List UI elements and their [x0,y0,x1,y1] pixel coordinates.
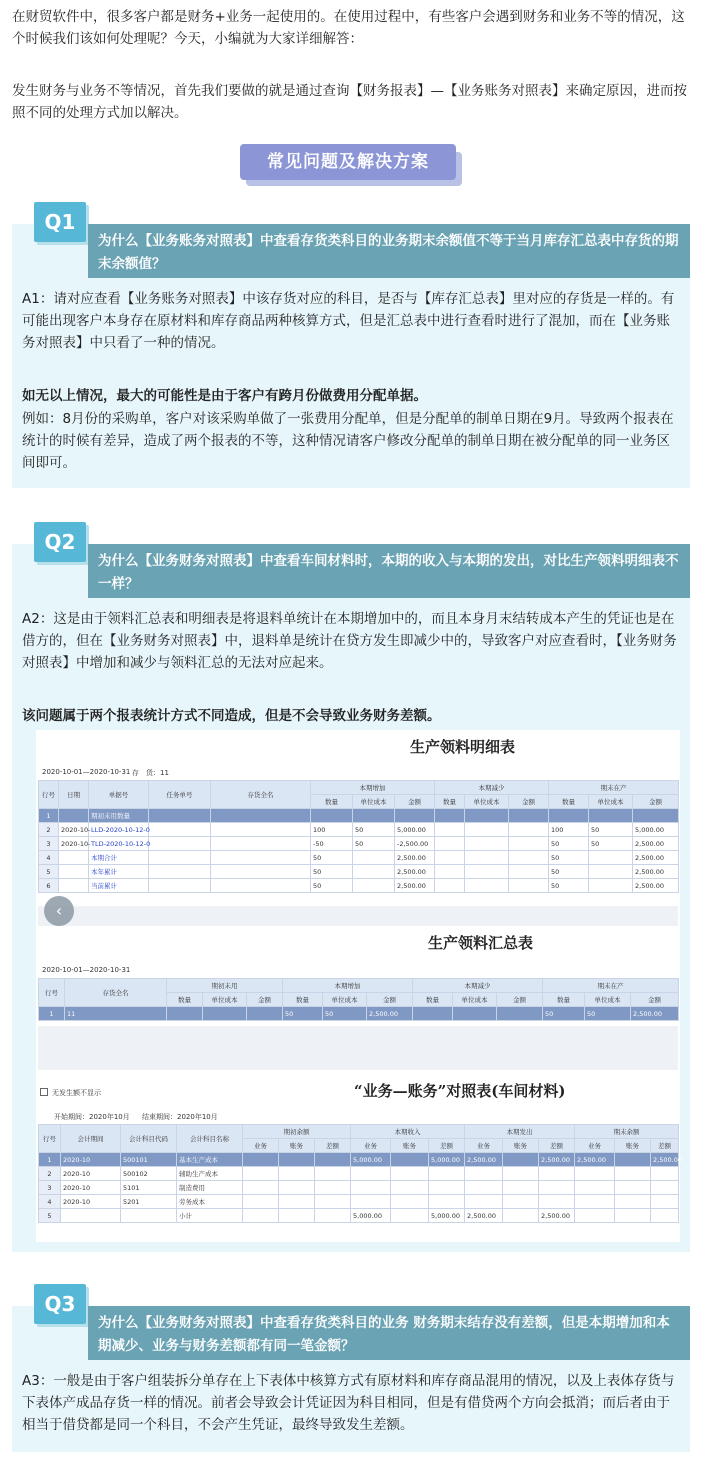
report3-head-business: 业务 [575,1139,615,1153]
report2-head-unit-cost: 单位成本 [203,993,247,1007]
report1-cell: 2,500.00 [395,851,435,865]
report2-head-amount: 金额 [497,993,543,1007]
report2-cell: 1 [39,1007,65,1021]
report1-cell: 2,500.00 [633,851,679,865]
report1-cell [435,837,465,851]
report2-head-row-no: 行号 [39,979,65,1007]
report3-head-diff: 差额 [651,1139,679,1153]
report1-cell [465,865,509,879]
report3-cell [61,1209,121,1223]
report3-cell [503,1195,539,1209]
report3-head-account-code: 会计科目代码 [121,1125,177,1153]
report3-cell [391,1167,429,1181]
report3-cell: 2020-10 [61,1167,121,1181]
report1-cell: 期初未用数量 [89,809,149,823]
report3-cell [279,1209,315,1223]
report1-stock-label: 存 货：11 [132,769,169,777]
report3-cell: 2,500.00 [651,1153,679,1167]
report3-head-account-name: 会计科目名称 [177,1125,243,1153]
report3-cell [539,1167,575,1181]
report3-head-ending: 期末余额 [575,1125,679,1139]
report3-title: “业务—账务”对照表(车间材料) [354,1082,566,1100]
q2-badge: Q2 [34,522,86,562]
report3-cell [315,1209,351,1223]
report1-row[interactable] [39,809,679,823]
report3-cell [429,1181,465,1195]
report3-cell: 2,500.00 [465,1209,503,1223]
report1-cell: 2,500.00 [633,879,679,893]
report1-row[interactable] [39,837,679,851]
report1-cell: 本期合计 [89,851,149,865]
report3-cell [121,1209,177,1223]
report1-cell [633,809,679,823]
report3-row[interactable] [39,1195,679,1209]
report1-head-amount: 金额 [509,795,549,809]
q1-answer-bold: 如无以上情况，最大的可能性是由于客户有跨月份做费用分配单据。 [22,388,427,404]
report3-cell: 2 [39,1167,61,1181]
report1-cell: -50 [311,837,353,851]
report-screenshot [36,730,680,1242]
report2-cell: 11 [65,1007,167,1021]
report3-head-finance: 账务 [503,1139,539,1153]
report2-head-opening: 期初未用 [167,979,283,993]
report1-head-increase: 本期增加 [311,781,435,795]
report3-end-label: 结束期间：2020年10月 [142,1113,218,1121]
report3-cell: 制造费用 [177,1181,243,1195]
report3-cell: 2,500.00 [539,1209,575,1223]
report1-cell: LLD-2020-10-12-0 [89,823,149,837]
report1-cell: 50 [549,865,589,879]
report3-head-diff: 差额 [539,1139,575,1153]
hide-no-amount-label: 无发生额不显示 [52,1089,101,1097]
report3-cell: 500101 [121,1153,177,1167]
report1-cell [353,865,395,879]
q3-badge: Q3 [34,1284,86,1324]
report3-cell: 5,000.00 [351,1153,391,1167]
report1-cell: 50 [549,879,589,893]
report1-cell: 2,500.00 [395,879,435,893]
report2-head-amount: 金额 [247,993,283,1007]
report1-cell [149,865,211,879]
q3-answer: A3：一般是由于客户组装拆分单存在上下表体中核算方式有原材料和库存商品混用的情况，以及上表体存货与下表体产成品存货一样的情况。前者会导致会计凭证因为科目相同，但是有借贷两个方向会抵消；而后者由于相当于借贷都是同一个科目，不会产生凭证，最终导致发生差额。 [22,1373,675,1433]
report3-head-diff: 差额 [315,1139,351,1153]
report2-head-qty: 数量 [413,993,453,1007]
report1-cell [549,809,589,823]
report3-cell [465,1181,503,1195]
report1-cell [465,879,509,893]
report2-date-range: 2020-10-01—2020-10-31 [42,966,131,974]
report3-cell: 辅助生产成本 [177,1167,243,1181]
report1-cell: 50 [353,823,395,837]
report1-cell [435,865,465,879]
q2-answer: A2：这是由于领料汇总表和明细表是将退料单统计在本期增加中的，而且本身月末结转成本产生的凭证也是在借方的，但在【业务财务对照表】中，退料单是统计在贷方发生即减少中的，导致客户对应查看时，【业务财务对照表】中增加和减少与领料汇总的无法对应起来。 [22,611,677,671]
report3-cell [615,1209,651,1223]
report1-cell [435,809,465,823]
report3-cell [391,1209,429,1223]
report2-cell: 50 [543,1007,585,1021]
report1-title: 生产领料明细表 [410,738,516,756]
intro-paragraph-2: 发生财务与业务不等情况，首先我们要做的就是通过查询【财务报表】—【业务账务对照表】来确定原因，进而按照不同的处理方式加以解决。 [12,83,687,121]
report3-cell: 4 [39,1195,61,1209]
report1-head-unit-cost: 单位成本 [589,795,633,809]
report3-cell [503,1167,539,1181]
report1-cell [589,865,633,879]
report2-head-qty: 数量 [283,993,323,1007]
report1-cell [211,851,311,865]
report3-cell [503,1153,539,1167]
report3-head-opening: 期初余额 [243,1125,351,1139]
report1-cell: 50 [311,865,353,879]
report3-cell: 5 [39,1209,61,1223]
report3-cell [243,1195,279,1209]
report1-cell [589,851,633,865]
q1-answer-example: 例如：8月份的采购单，客户对该采购单做了一张费用分配单，但是分配单的制单日期在9月。导致两个报表在统计的时候有差异，造成了两个报表的不等，这种情况请客户修改分配单的制单日期在被分配单的同一业务区间即可。 [22,411,674,471]
report3-head-business: 业务 [351,1139,391,1153]
report1-cell [509,879,549,893]
report3-cell [315,1181,351,1195]
report1-cell [59,809,89,823]
report1-cell [211,865,311,879]
report2-title: 生产领料汇总表 [428,934,534,952]
report3-head-finance: 账务 [615,1139,651,1153]
report3-cell: 2,500.00 [575,1153,615,1167]
report2-cell [413,1007,453,1021]
report1-cell: 5,000.00 [633,823,679,837]
report1-head-amount: 金额 [633,795,679,809]
report2-head-qty: 数量 [167,993,203,1007]
report1-cell [509,865,549,879]
report1-cell: 2020-10- [59,823,89,837]
report1-cell [149,823,211,837]
report1-cell [311,809,353,823]
report1-head-unit-cost: 单位成本 [465,795,509,809]
report1-cell: 6 [39,879,59,893]
report1-cell: 3 [39,837,59,851]
report3-cell [503,1209,539,1223]
report3-cell [243,1209,279,1223]
report3-cell [351,1181,391,1195]
report3-cell [615,1167,651,1181]
report1-cell [149,879,211,893]
report1-cell: 50 [311,879,353,893]
report1-cell: 当前累计 [89,879,149,893]
report2-head-item-name: 存货全名 [65,979,167,1007]
report1-cell [211,837,311,851]
report2-cell: 2,500.00 [631,1007,679,1021]
report1-cell [435,879,465,893]
report1-head-decrease: 本期减少 [435,781,549,795]
report1-cell [149,851,211,865]
report1-cell [59,865,89,879]
report3-cell [429,1167,465,1181]
report1-cell: 100 [549,823,589,837]
report3-head-diff: 差额 [429,1139,465,1153]
report3-cell: 3 [39,1181,61,1195]
report1-cell [211,879,311,893]
report1-cell [509,823,549,837]
report3-cell [615,1153,651,1167]
report2-head-increase: 本期增加 [283,979,413,993]
report1-cell: 2 [39,823,59,837]
report3-row[interactable] [39,1153,679,1167]
report1-cell: 5 [39,865,59,879]
q3-question: 为什么【业务财务对照表】中查看存货类科目的业务 财务期末结存没有差额，但是本期增加和本期减少、业务与财务差额都有同一笔金额？ [88,1306,690,1360]
report1-head-amount: 金额 [395,795,435,809]
report1-cell: 50 [549,851,589,865]
report1-cell [465,837,509,851]
report1-cell [353,851,395,865]
report2-head-unit-cost: 单位成本 [585,993,631,1007]
report3-cell: 500102 [121,1167,177,1181]
report1-head-item-name: 存货全名 [211,781,311,809]
report2-cell: 2,500.00 [367,1007,413,1021]
report2-cell [453,1007,497,1021]
report1-row[interactable] [39,865,679,879]
report3-cell [315,1195,351,1209]
report3-head-period: 会计期间 [61,1125,121,1153]
report3-cell [651,1167,679,1181]
report3-cell [315,1153,351,1167]
q2-question: 为什么【业务财务对照表】中查看车间材料时，本期的收入与本期的发出，对比生产领料明细表不一样？ [88,544,690,598]
report1-cell: 4 [39,851,59,865]
report1-cell: 2,500.00 [633,837,679,851]
report3-cell: 2020-10 [61,1181,121,1195]
report2-head-amount: 金额 [631,993,679,1007]
report1-cell: 50 [589,837,633,851]
report1-cell: 2020-10- [59,837,89,851]
report1-cell [353,879,395,893]
report1-cell: 5,000.00 [395,823,435,837]
report2-row[interactable] [39,1007,679,1021]
report3-cell [503,1181,539,1195]
report3-cell: 5,000.00 [351,1209,391,1223]
report3-cell: 1 [39,1153,61,1167]
report3-row[interactable] [39,1209,679,1223]
report3-head-business: 业务 [465,1139,503,1153]
report1-cell [465,809,509,823]
report1-cell [149,809,211,823]
report2-cell: 50 [283,1007,323,1021]
report3-cell: 2,500.00 [539,1153,575,1167]
report3-cell [351,1195,391,1209]
report2-table [38,978,679,1021]
report2-empty-area [38,1026,678,1070]
report1-cell: 本年累计 [89,865,149,879]
report3-head-row-no: 行号 [39,1125,61,1153]
report1-head-unit-cost: 单位成本 [353,795,395,809]
report1-cell: 50 [589,823,633,837]
report1-head-qty: 数量 [435,795,465,809]
report1-cell [509,837,549,851]
report3-cell [243,1153,279,1167]
report3-cell [243,1167,279,1181]
report3-header-top [39,1125,679,1139]
report3-cell [651,1181,679,1195]
report3-cell [465,1167,503,1181]
report3-cell: 小计 [177,1209,243,1223]
report2-head-qty: 数量 [543,993,585,1007]
report3-cell: 5101 [121,1181,177,1195]
report3-cell: 5201 [121,1195,177,1209]
report2-cell [247,1007,283,1021]
report3-cell [279,1181,315,1195]
report2-cell [203,1007,247,1021]
report3-cell [391,1195,429,1209]
report1-head-qty: 数量 [311,795,353,809]
report3-cell: 2020-10 [61,1195,121,1209]
report1-cell [149,837,211,851]
q2-answer-bold: 该问题属于两个报表统计方式不同造成，但是不会导致业务财务差额。 [22,708,441,724]
report2-head-unit-cost: 单位成本 [323,993,367,1007]
report3-cell [575,1209,615,1223]
report1-head-doc-no: 单据号 [89,781,149,809]
report2-cell: 50 [323,1007,367,1021]
report1-cell: -2,500.00 [395,837,435,851]
report2-header-top [39,979,679,993]
report1-cell [435,851,465,865]
report3-head-issue: 本期发出 [465,1125,575,1139]
report1-cell [211,809,311,823]
report3-cell [575,1181,615,1195]
report1-cell: 50 [549,837,589,851]
report1-cell [589,879,633,893]
report1-cell: 2,500.00 [633,865,679,879]
report2-head-ending: 期末在产 [543,979,679,993]
report1-head-task-no: 任务单号 [149,781,211,809]
report3-cell [651,1195,679,1209]
report3-cell [575,1167,615,1181]
report3-cell [575,1195,615,1209]
report2-cell: 50 [585,1007,631,1021]
report3-cell [615,1181,651,1195]
report1-cell [465,851,509,865]
q1-badge: Q1 [34,202,86,242]
report1-cell [59,879,89,893]
report1-cell [465,823,509,837]
report3-cell: 2020-10 [61,1153,121,1167]
report1-cell [353,809,395,823]
report3-cell [279,1153,315,1167]
q1-answer: A1：请对应查看【业务账务对照表】中该存货对应的科目，是否与【库存汇总表】里对应的存货是一样的。有可能出现客户本身存在原材料和库存商品两种核算方式，但是汇总表中进行查看时进行了混加，而在【业务账务对照表】中只看了一种的情况。 [22,291,675,351]
report3-cell: 5,000.00 [429,1209,465,1223]
report1-header-top [39,781,679,795]
report3-cell [243,1181,279,1195]
report1-cell: TLD-2020-10-12-0 [89,837,149,851]
report1-row[interactable] [39,851,679,865]
report3-head-business: 业务 [243,1139,279,1153]
report3-head-income: 本期收入 [351,1125,465,1139]
report1-cell: 100 [311,823,353,837]
report3-cell [279,1195,315,1209]
section-banner-title: 常见问题及解决方案 [240,144,456,180]
hide-no-amount-checkbox[interactable] [40,1088,48,1096]
report3-cell: 2,500.00 [465,1153,503,1167]
report1-cell [59,851,89,865]
report3-cell [539,1195,575,1209]
report1-empty-area [38,906,678,926]
report1-head-ending: 期末在产 [549,781,679,795]
chevron-left-icon[interactable]: ‹ [44,896,74,926]
report1-row[interactable] [39,879,679,893]
report2-head-decrease: 本期减少 [413,979,543,993]
report3-cell: 劳务成本 [177,1195,243,1209]
q1-question: 为什么【业务账务对照表】中查看存货类科目的业务期末余额值不等于当月库存汇总表中存货的期末余额值？ [88,224,690,278]
report3-head-finance: 账务 [391,1139,429,1153]
report1-cell: 1 [39,809,59,823]
report1-cell: 50 [353,837,395,851]
report3-cell [315,1167,351,1181]
report3-cell [465,1195,503,1209]
section-banner [240,144,462,186]
report3-row[interactable] [39,1181,679,1195]
report3-cell: 5,000.00 [429,1153,465,1167]
report3-cell: 基本生产成本 [177,1153,243,1167]
report3-row[interactable] [39,1167,679,1181]
report1-cell [395,809,435,823]
report1-cell [211,823,311,837]
report3-table [38,1124,682,1223]
report1-cell: 2,500.00 [395,865,435,879]
report3-cell [279,1167,315,1181]
report1-table [38,780,679,893]
intro-paragraph-1: 在财贸软件中，很多客户都是财务+业务一起使用的。在使用过程中，有些客户会遇到财务和业务不等的情况，这个时候我们该如何处理呢？今天，小编就为大家详细解答： [12,9,685,47]
report3-head-finance: 账务 [279,1139,315,1153]
report1-head-date: 日期 [59,781,89,809]
report3-cell [651,1209,679,1223]
report1-cell: 50 [311,851,353,865]
report2-head-unit-cost: 单位成本 [453,993,497,1007]
report3-cell [391,1181,429,1195]
report2-cell [167,1007,203,1021]
report1-cell [589,809,633,823]
report2-cell [497,1007,543,1021]
report1-cell [435,823,465,837]
report1-cell [509,809,549,823]
report1-head-qty: 数量 [549,795,589,809]
report2-head-amount: 金额 [367,993,413,1007]
report1-head-row-no: 行号 [39,781,59,809]
report1-row[interactable] [39,823,679,837]
report1-date-range: 2020-10-01—2020-10-31 [42,768,131,776]
report3-cell [429,1195,465,1209]
report3-cell [615,1195,651,1209]
report3-cell [539,1181,575,1195]
report3-cell [391,1153,429,1167]
report1-cell [509,851,549,865]
report3-cell [351,1167,391,1181]
report3-start-label: 开始期间：2020年10月 [54,1113,130,1121]
